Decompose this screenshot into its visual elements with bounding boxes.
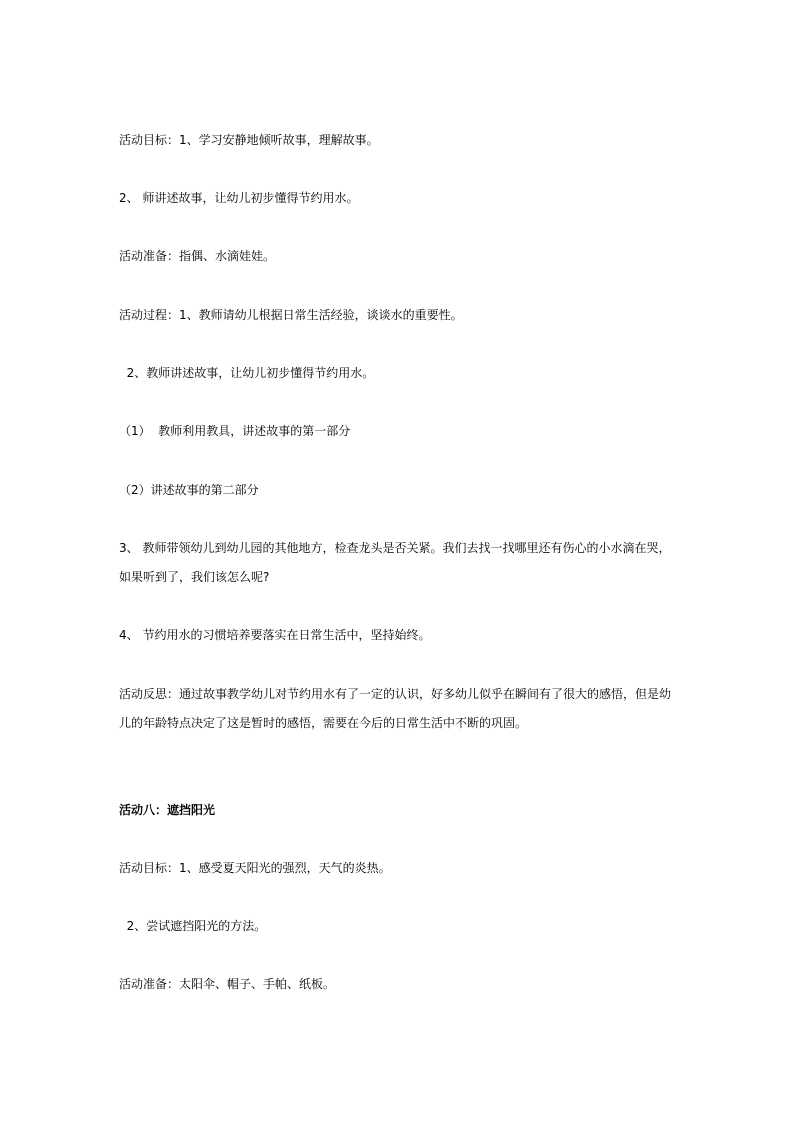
- reflection-line-2: 儿的年龄特点决定了这是暂时的感悟，需要在今后的日常生活中不断的巩固。: [119, 716, 528, 730]
- process-subline-1: （1） 教师利用教具，讲述故事的第一部分: [119, 424, 351, 438]
- preparation-line: 活动准备：指偶、水滴娃娃。: [119, 249, 276, 263]
- activity-eight-goal-2: 2、尝试遮挡阳光的方法。: [119, 919, 267, 933]
- activity-eight-goal-1: 活动目标：1、感受夏天阳光的强烈，天气的炎热。: [119, 861, 391, 875]
- process-line-2: 2、教师讲述故事，让幼儿初步懂得节约用水。: [119, 366, 375, 380]
- process-line-1: 活动过程：1、教师请幼儿根据日常生活经验，谈谈水的重要性。: [119, 308, 463, 322]
- activity-eight-heading: 活动八：遮挡阳光: [119, 803, 216, 817]
- activity-eight-preparation: 活动准备：太阳伞、帽子、手帕、纸板。: [119, 977, 336, 991]
- process-line-3: 3、 教师带领幼儿到幼儿园的其他地方，检查龙头是否关紧。我们去找一找哪里还有伤心的小水滴在哭，: [119, 541, 671, 555]
- goal-line-1: 活动目标：1、学习安静地倾听故事，理解故事。: [119, 133, 379, 147]
- process-line-3-continued: 如果听到了，我们该怎么呢?: [119, 570, 270, 584]
- goal-line-2: 2、 师讲述故事，让幼儿初步懂得节约用水。: [119, 191, 359, 205]
- process-line-4: 4、 节约用水的习惯培养要落实在日常生活中，坚持始终。: [119, 628, 431, 642]
- process-subline-2: （2）讲述故事的第二部分: [119, 483, 259, 497]
- reflection-line-1: 活动反思：通过故事教学幼儿对节约用水有了一定的认识，好多幼儿似乎在瞬间有了很大的感悟，但是幼: [119, 687, 672, 701]
